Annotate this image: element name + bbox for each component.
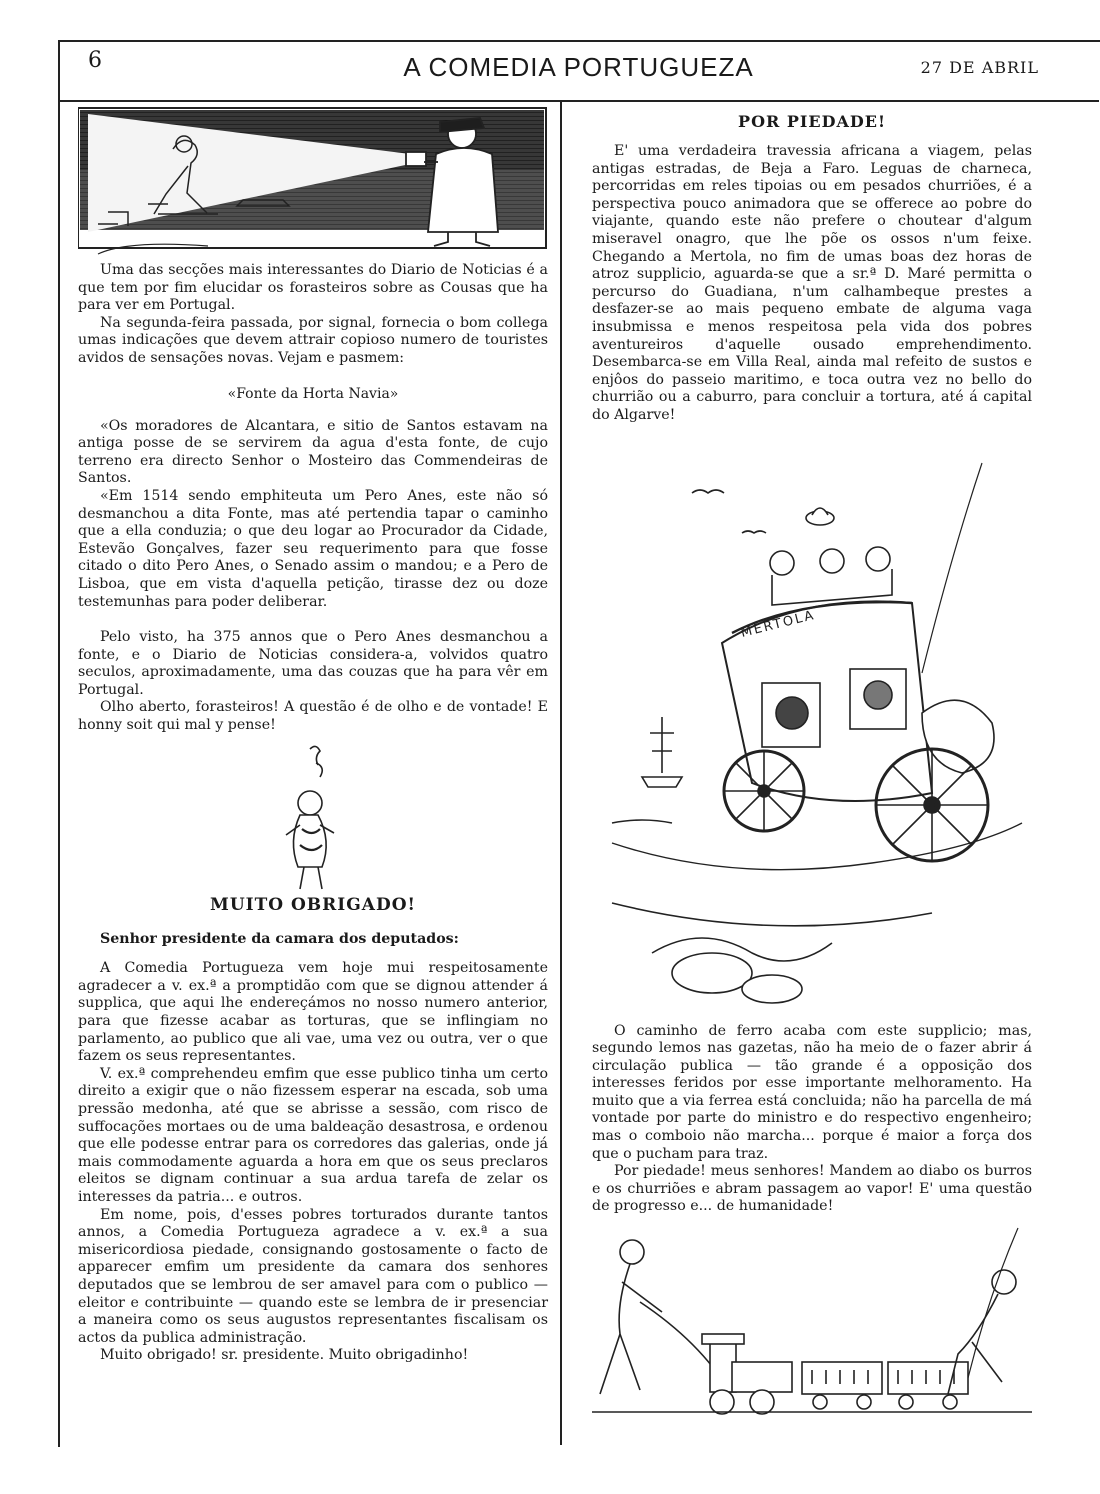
page-number: 6 — [88, 48, 102, 73]
article-paragraph: E' uma verdadeira travessia africana a viagem, pelas antigas estradas, de Beja a Faro. Leguas de charneca, percorridas em reles tipoias ou em pesados churriões, é a perspectiva pouco animadora que se offerece ao pobre do viajante, quando este não prefere o choutear d'algum miseravel onagro, que lhe põe os ossos n'um feixe. Chegando a Mertola, no fim de umas boas dez horas de atroz supplicio, aguarda-se que a sr.ª D. Maré permitta o percurso do Guadiana, n'um calhambeque prestes a desfazer-se ao mais pequeno embate de alguma vaga insubmissa e menos respeitosa pela vida dos pobres aventureiros d'aquelle ousado emprehendimento. Desembarca-se em Villa Real, ainda mal refeito de sustos e enjôos do passeio maritimo, e toca outra vez no bello do churrião ou a caburro, para concluir a tortura, até á capital do Algarve! — [592, 143, 1032, 423]
closing-paragraph: Pelo visto, ha 375 annos que o Pero Anes desmanchou a fonte, e o Diario de Noticias considera-a, volvidos quatro seculos, aproximadamente, uma das couzas que ha para vêr em Portugal. — [78, 629, 548, 698]
closing-paragraph: Olho aberto, forasteiros! A questão é de olho e de vontade! E honny soit qui mal y pense! — [78, 699, 548, 734]
train-tug-of-war-illustration — [592, 1222, 1032, 1422]
column-divider — [560, 100, 562, 1445]
coach-label: MERTOLA — [739, 607, 817, 641]
issue-date: 27 DE ABRIL — [920, 58, 1039, 77]
right-column — [592, 112, 1032, 1422]
stagecoach-illustration — [592, 433, 1032, 1013]
publication-title: A COMEDIA PORTUGUEZA — [403, 52, 754, 82]
intro-paragraph: Na segunda-feira passada, por signal, fornecia o bom collega umas indicações que devem attrair copioso numero de touristes avidos de sensações novas. Vejam e pasmem: — [78, 314, 548, 366]
jester-figure-illustration — [78, 741, 548, 893]
article-paragraph: A Comedia Portugueza vem hoje mui respeitosamente agradecer a v. ex.ª a promptidão com que se dignou attender á supplica, que aqui lhe endereçámos no nosso numero anterior, para que fizesse acabar as torturas, que se inflingiam no parlamento, ao publico que ali vae, uma vez ou outra, ver o que fazem os seus representantes. — [78, 960, 548, 1065]
left-column — [78, 104, 548, 1365]
article-salutation: Senhor presidente da camara dos deputados: — [100, 930, 459, 947]
closing-paragraph: O caminho de ferro acaba com este supplicio; mas, segundo lemos nas gazetas, não ha meio de o fazer abrir á circulação publica — tão grande é a opposição dos interesses feridos por esse importante melhoramento. Ha muito que a via ferrea está concluida; não ha parcella de má vontade por parte do ministro e do respectivo engenheiro; mas o comboio não marcha... porque é maior a força dos que o pucham para traz. — [592, 1022, 1032, 1162]
article-paragraph: Muito obrigado! sr. presidente. Muito obrigadinho! — [100, 1347, 469, 1364]
masthead — [58, 40, 1099, 102]
searchlight-illustration — [78, 104, 548, 256]
article-title: POR PIEDADE! — [738, 112, 886, 131]
article-paragraph: Em nome, pois, d'esses pobres torturados durante tantos annos, a Comedia Portugueza agradece a v. ex.ª a sua misericordiosa piedade, consignando gostosamente o facto de apparecer emfim um presidente da camara dos senhores deputados que se lembrou de ser amavel para com o publico — eleitor e contribuinte — quando este se lembra de ir presenciar a maneira como os seus augustos representantes fiscalisam os actos da publica administração. — [78, 1206, 548, 1346]
article-paragraph: V. ex.ª comprehendeu emfim que esse publico tinha um certo direito a exigir que o não fizessem esperar na escada, sob uma pressão medonha, até que se abrisse a sessão, com risco de suffocações mortaes ou de uma baldeação desastrosa, e ordenou que elle podesse entrar para os corredores das galerias, onde já mais commodamente aguarda a hora em que os seus preclaros eleitos se dignam continuar a sua ardua tarefa de zelar os interesses da patria... e outros. — [78, 1065, 548, 1205]
intro-paragraph: Uma das secções mais interessantes do Diario de Noticias é a que tem por fim elucidar os forasteiros sobre as Cousas que ha para ver em Portugal. — [78, 262, 548, 314]
quote-paragraph: «Em 1514 sendo emphiteuta um Pero Anes, este não só desmanchou a dita Fonte, mas até pertendia tapar o caminho que a ella conduzia; o que deu logar ao Procurador da Cidade, Estevão Gonçalves, fazer seu requerimento para que fosse citado o dito Pero Anes, o Senado assim o mandou; e a Pero de Lisboa, que em vista d'aquella petição, tirasse dez ou doze testemunhas para poder deliberar. — [78, 487, 548, 610]
article-title: MUITO OBRIGADO! — [210, 894, 416, 915]
quote-paragraph: «Os moradores de Alcantara, e sitio de Santos estavam na antiga posse de se servirem da agua d'esta fonte, de cujo terreno era directo Senhor o Mosteiro das Commendeiras de Santos. — [78, 417, 548, 487]
quote-title: «Fonte da Horta Navia» — [227, 385, 399, 402]
closing-paragraph: Por piedade! meus senhores! Mandem ao diabo os burros e os churriões e abram passagem ao vapor! E' uma questão de progresso e... de humanidade! — [592, 1163, 1032, 1215]
